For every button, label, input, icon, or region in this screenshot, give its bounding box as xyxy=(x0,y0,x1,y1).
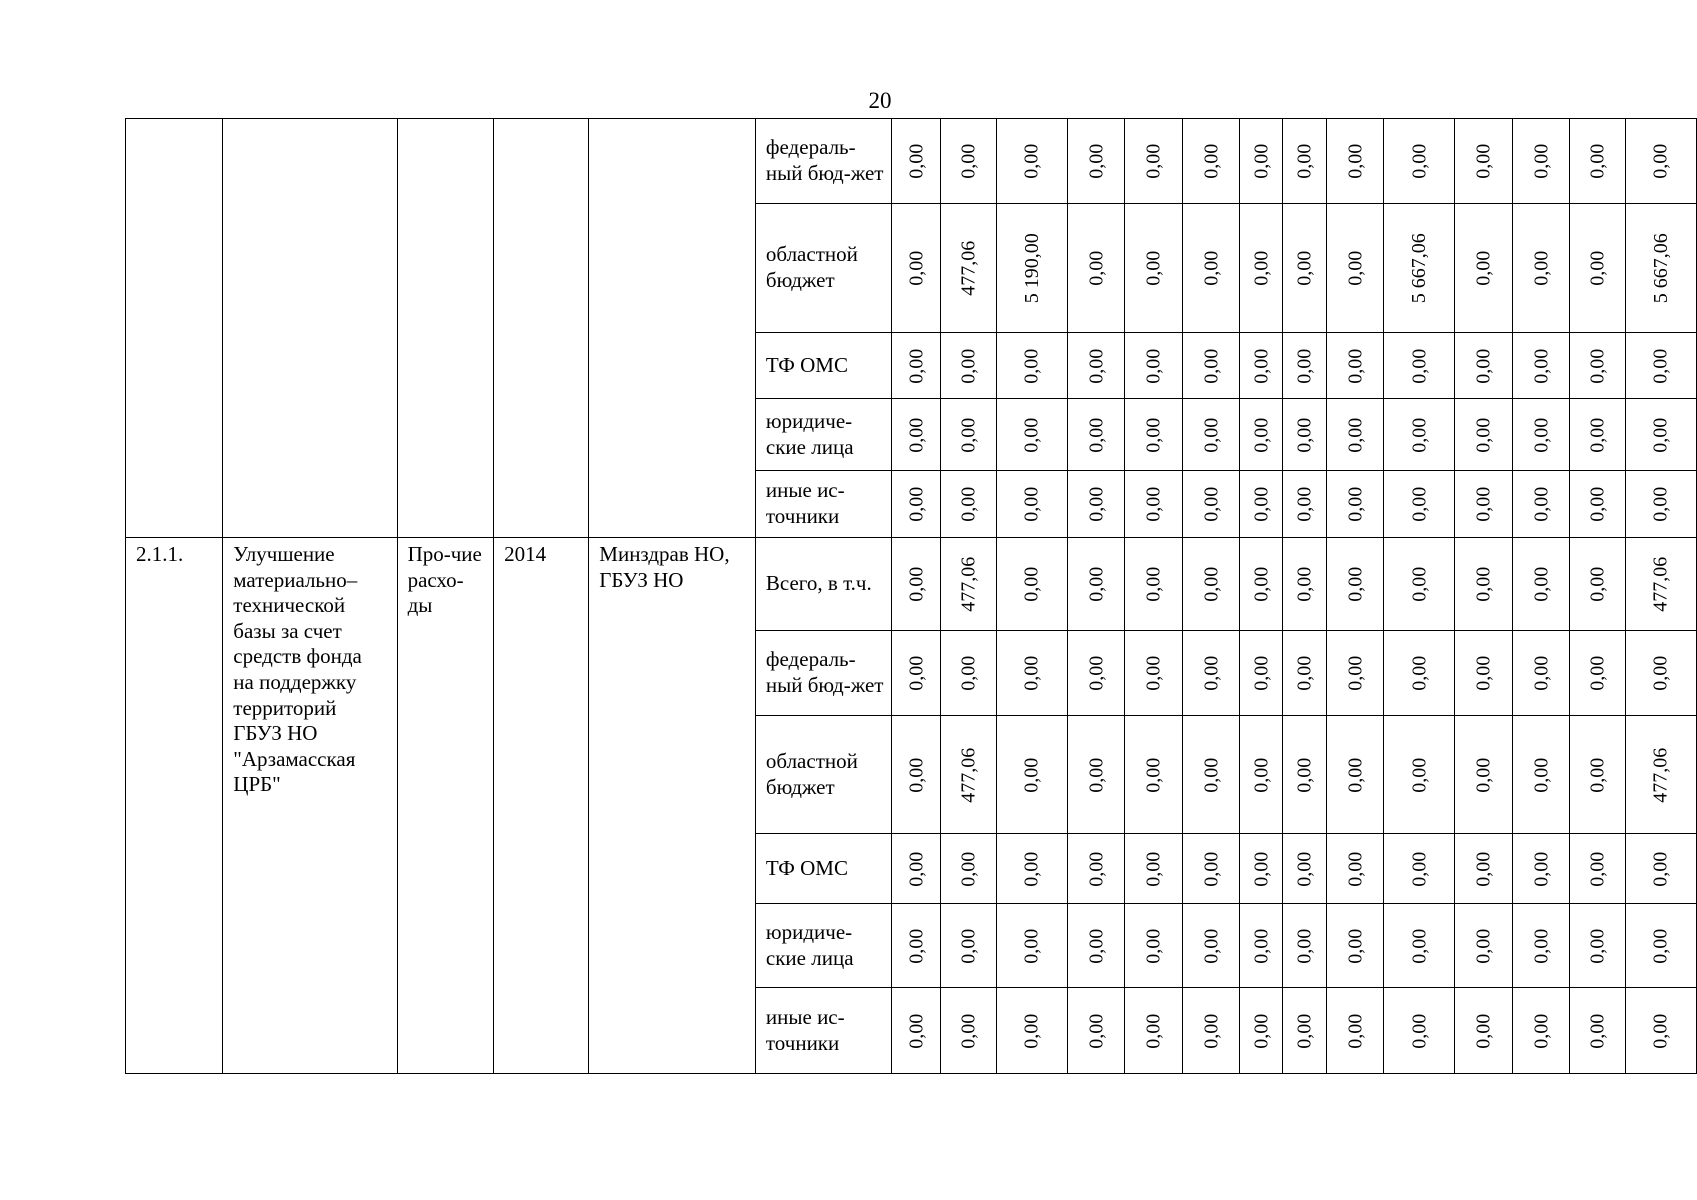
value-cell: 0,00 xyxy=(892,333,941,399)
value-cell: 0,00 xyxy=(1125,834,1182,904)
value-cell: 0,00 xyxy=(1570,631,1626,716)
value-cell: 0,00 xyxy=(1625,471,1696,538)
value-cell: 0,00 xyxy=(1283,333,1327,399)
value-cell: 0,00 xyxy=(1512,988,1569,1074)
value-cell: 0,00 xyxy=(1240,333,1283,399)
funding-source-label: федераль-ный бюд-жет xyxy=(755,631,891,716)
value-cell: 0,00 xyxy=(1240,538,1283,631)
value-cell: 0,00 xyxy=(1384,904,1455,988)
continued-category-cell xyxy=(397,119,494,538)
value-cell: 0,00 xyxy=(1384,631,1455,716)
value-cell: 0,00 xyxy=(1283,471,1327,538)
value-cell: 0,00 xyxy=(1067,834,1124,904)
continued-number-cell xyxy=(126,119,223,538)
value-cell: 0,00 xyxy=(1455,904,1512,988)
value-cell: 0,00 xyxy=(1570,204,1626,333)
value-cell: 0,00 xyxy=(1125,538,1182,631)
value-cell: 477,06 xyxy=(940,204,996,333)
value-cell: 0,00 xyxy=(1125,399,1182,471)
value-cell: 0,00 xyxy=(1240,988,1283,1074)
item-name: Улучшение материально–технической базы за счет средств фонда на поддержку территорий ГБУЗ НО "Арзамасская ЦРБ" xyxy=(223,538,397,1074)
value-cell: 0,00 xyxy=(1455,631,1512,716)
funding-source-label: ТФ ОМС xyxy=(755,333,891,399)
continued-name-cell xyxy=(223,119,397,538)
value-cell: 0,00 xyxy=(1512,904,1569,988)
value-cell: 0,00 xyxy=(1182,538,1239,631)
page-number: 20 xyxy=(868,88,892,113)
value-cell: 477,06 xyxy=(1625,538,1696,631)
value-cell: 0,00 xyxy=(1182,204,1239,333)
value-cell: 0,00 xyxy=(1240,716,1283,834)
value-cell: 0,00 xyxy=(1384,333,1455,399)
value-cell: 0,00 xyxy=(1384,834,1455,904)
value-cell: 0,00 xyxy=(1570,538,1626,631)
value-cell: 0,00 xyxy=(892,204,941,333)
budget-table xyxy=(125,118,1697,1074)
value-cell: 0,00 xyxy=(1455,399,1512,471)
value-cell: 0,00 xyxy=(1455,988,1512,1074)
value-cell: 0,00 xyxy=(1125,631,1182,716)
value-cell: 0,00 xyxy=(996,471,1067,538)
value-cell: 0,00 xyxy=(1326,204,1383,333)
value-cell: 0,00 xyxy=(892,631,941,716)
value-cell: 0,00 xyxy=(1625,119,1696,204)
value-cell: 0,00 xyxy=(1182,631,1239,716)
funding-source-label: ТФ ОМС xyxy=(755,834,891,904)
value-cell: 0,00 xyxy=(1182,333,1239,399)
value-cell: 0,00 xyxy=(1455,471,1512,538)
funding-source-label: областной бюджет xyxy=(755,716,891,834)
continued-year-cell xyxy=(494,119,589,538)
value-cell: 0,00 xyxy=(1570,333,1626,399)
value-cell: 0,00 xyxy=(1240,834,1283,904)
value-cell: 0,00 xyxy=(1125,204,1182,333)
value-cell: 0,00 xyxy=(892,834,941,904)
value-cell: 0,00 xyxy=(1283,716,1327,834)
value-cell: 0,00 xyxy=(1240,471,1283,538)
value-cell: 477,06 xyxy=(940,538,996,631)
value-cell: 0,00 xyxy=(996,834,1067,904)
value-cell: 5 667,06 xyxy=(1625,204,1696,333)
value-cell: 0,00 xyxy=(1067,716,1124,834)
funding-source-label: федераль-ный бюд-жет xyxy=(755,119,891,204)
value-cell: 0,00 xyxy=(1326,119,1383,204)
value-cell: 0,00 xyxy=(1326,716,1383,834)
value-cell: 0,00 xyxy=(1067,399,1124,471)
value-cell: 0,00 xyxy=(1067,904,1124,988)
value-cell: 0,00 xyxy=(1326,904,1383,988)
value-cell: 477,06 xyxy=(940,716,996,834)
value-cell: 5 190,00 xyxy=(996,204,1067,333)
value-cell: 0,00 xyxy=(892,988,941,1074)
value-cell: 0,00 xyxy=(1455,204,1512,333)
value-cell: 0,00 xyxy=(940,399,996,471)
value-cell: 0,00 xyxy=(1512,119,1569,204)
value-cell: 0,00 xyxy=(1182,399,1239,471)
value-cell: 0,00 xyxy=(1283,538,1327,631)
value-cell: 0,00 xyxy=(1125,716,1182,834)
value-cell: 0,00 xyxy=(1570,119,1626,204)
value-cell: 0,00 xyxy=(1455,834,1512,904)
value-cell: 0,00 xyxy=(1625,904,1696,988)
value-cell: 0,00 xyxy=(1625,988,1696,1074)
value-cell: 0,00 xyxy=(996,904,1067,988)
value-cell: 0,00 xyxy=(1240,904,1283,988)
value-cell: 0,00 xyxy=(1125,119,1182,204)
value-cell: 0,00 xyxy=(996,399,1067,471)
value-cell: 0,00 xyxy=(1326,538,1383,631)
item-category: Про-чие расхо-ды xyxy=(397,538,494,1074)
value-cell: 0,00 xyxy=(940,471,996,538)
value-cell: 0,00 xyxy=(1625,631,1696,716)
value-cell: 0,00 xyxy=(1283,834,1327,904)
value-cell: 0,00 xyxy=(1240,399,1283,471)
value-cell: 0,00 xyxy=(1283,988,1327,1074)
value-cell: 0,00 xyxy=(1570,988,1626,1074)
value-cell: 0,00 xyxy=(892,716,941,834)
value-cell: 0,00 xyxy=(1067,538,1124,631)
funding-source-label: юридиче-ские лица xyxy=(755,904,891,988)
value-cell: 0,00 xyxy=(1512,204,1569,333)
value-cell: 0,00 xyxy=(996,119,1067,204)
value-cell: 0,00 xyxy=(1512,716,1569,834)
value-cell: 0,00 xyxy=(1182,471,1239,538)
item-executor: Минздрав НО, ГБУЗ НО xyxy=(589,538,756,1074)
value-cell: 0,00 xyxy=(1512,333,1569,399)
value-cell: 0,00 xyxy=(940,988,996,1074)
value-cell: 0,00 xyxy=(1067,988,1124,1074)
value-cell: 0,00 xyxy=(1455,716,1512,834)
funding-source-label: Всего, в т.ч. xyxy=(755,538,891,631)
value-cell: 0,00 xyxy=(1125,333,1182,399)
value-cell: 0,00 xyxy=(940,333,996,399)
value-cell: 0,00 xyxy=(1283,904,1327,988)
value-cell: 0,00 xyxy=(940,119,996,204)
funding-source-label: юридиче-ские лица xyxy=(755,399,891,471)
value-cell: 0,00 xyxy=(1625,834,1696,904)
value-cell: 0,00 xyxy=(940,631,996,716)
value-cell: 0,00 xyxy=(1125,904,1182,988)
value-cell: 0,00 xyxy=(892,119,941,204)
value-cell: 0,00 xyxy=(892,538,941,631)
value-cell: 0,00 xyxy=(1625,333,1696,399)
value-cell: 0,00 xyxy=(1384,988,1455,1074)
value-cell: 0,00 xyxy=(1283,399,1327,471)
value-cell: 0,00 xyxy=(892,471,941,538)
value-cell: 0,00 xyxy=(1240,119,1283,204)
value-cell: 0,00 xyxy=(1512,631,1569,716)
value-cell: 0,00 xyxy=(1384,716,1455,834)
value-cell: 0,00 xyxy=(1625,399,1696,471)
value-cell: 0,00 xyxy=(1384,119,1455,204)
value-cell: 0,00 xyxy=(1570,399,1626,471)
value-cell: 0,00 xyxy=(1283,119,1327,204)
value-cell: 0,00 xyxy=(1240,204,1283,333)
value-cell: 0,00 xyxy=(996,333,1067,399)
value-cell: 0,00 xyxy=(1326,471,1383,538)
item-year: 2014 xyxy=(494,538,589,1074)
value-cell: 0,00 xyxy=(1283,631,1327,716)
value-cell: 0,00 xyxy=(1240,631,1283,716)
value-cell: 0,00 xyxy=(1283,204,1327,333)
value-cell: 0,00 xyxy=(1570,471,1626,538)
value-cell: 0,00 xyxy=(1455,333,1512,399)
value-cell: 0,00 xyxy=(1455,538,1512,631)
continued-executor-cell xyxy=(589,119,756,538)
value-cell: 0,00 xyxy=(1067,471,1124,538)
value-cell: 0,00 xyxy=(1125,988,1182,1074)
value-cell: 0,00 xyxy=(1455,119,1512,204)
value-cell: 0,00 xyxy=(940,904,996,988)
value-cell: 0,00 xyxy=(1182,904,1239,988)
value-cell: 0,00 xyxy=(1384,399,1455,471)
value-cell: 0,00 xyxy=(1067,631,1124,716)
value-cell: 0,00 xyxy=(1326,834,1383,904)
value-cell: 0,00 xyxy=(1512,471,1569,538)
value-cell: 0,00 xyxy=(940,834,996,904)
value-cell: 0,00 xyxy=(1067,204,1124,333)
value-cell: 0,00 xyxy=(1182,834,1239,904)
value-cell: 0,00 xyxy=(1326,333,1383,399)
value-cell: 0,00 xyxy=(996,631,1067,716)
value-cell: 0,00 xyxy=(1182,716,1239,834)
value-cell: 0,00 xyxy=(1512,399,1569,471)
value-cell: 0,00 xyxy=(1512,538,1569,631)
value-cell: 0,00 xyxy=(892,904,941,988)
value-cell: 0,00 xyxy=(1326,631,1383,716)
value-cell: 477,06 xyxy=(1625,716,1696,834)
value-cell: 0,00 xyxy=(1384,471,1455,538)
value-cell: 0,00 xyxy=(1182,119,1239,204)
value-cell: 0,00 xyxy=(1326,399,1383,471)
value-cell: 0,00 xyxy=(892,399,941,471)
funding-source-label: иные ис-точники xyxy=(755,988,891,1074)
value-cell: 0,00 xyxy=(996,538,1067,631)
value-cell: 0,00 xyxy=(1067,333,1124,399)
value-cell: 0,00 xyxy=(1067,119,1124,204)
value-cell: 0,00 xyxy=(1512,834,1569,904)
funding-source-label: иные ис-точники xyxy=(755,471,891,538)
funding-source-label: областной бюджет xyxy=(755,204,891,333)
value-cell: 0,00 xyxy=(1182,988,1239,1074)
value-cell: 5 667,06 xyxy=(1384,204,1455,333)
value-cell: 0,00 xyxy=(1125,471,1182,538)
value-cell: 0,00 xyxy=(1326,988,1383,1074)
value-cell: 0,00 xyxy=(996,988,1067,1074)
value-cell: 0,00 xyxy=(1570,716,1626,834)
value-cell: 0,00 xyxy=(1570,834,1626,904)
value-cell: 0,00 xyxy=(996,716,1067,834)
item-number: 2.1.1. xyxy=(126,538,223,1074)
value-cell: 0,00 xyxy=(1570,904,1626,988)
value-cell: 0,00 xyxy=(1384,538,1455,631)
